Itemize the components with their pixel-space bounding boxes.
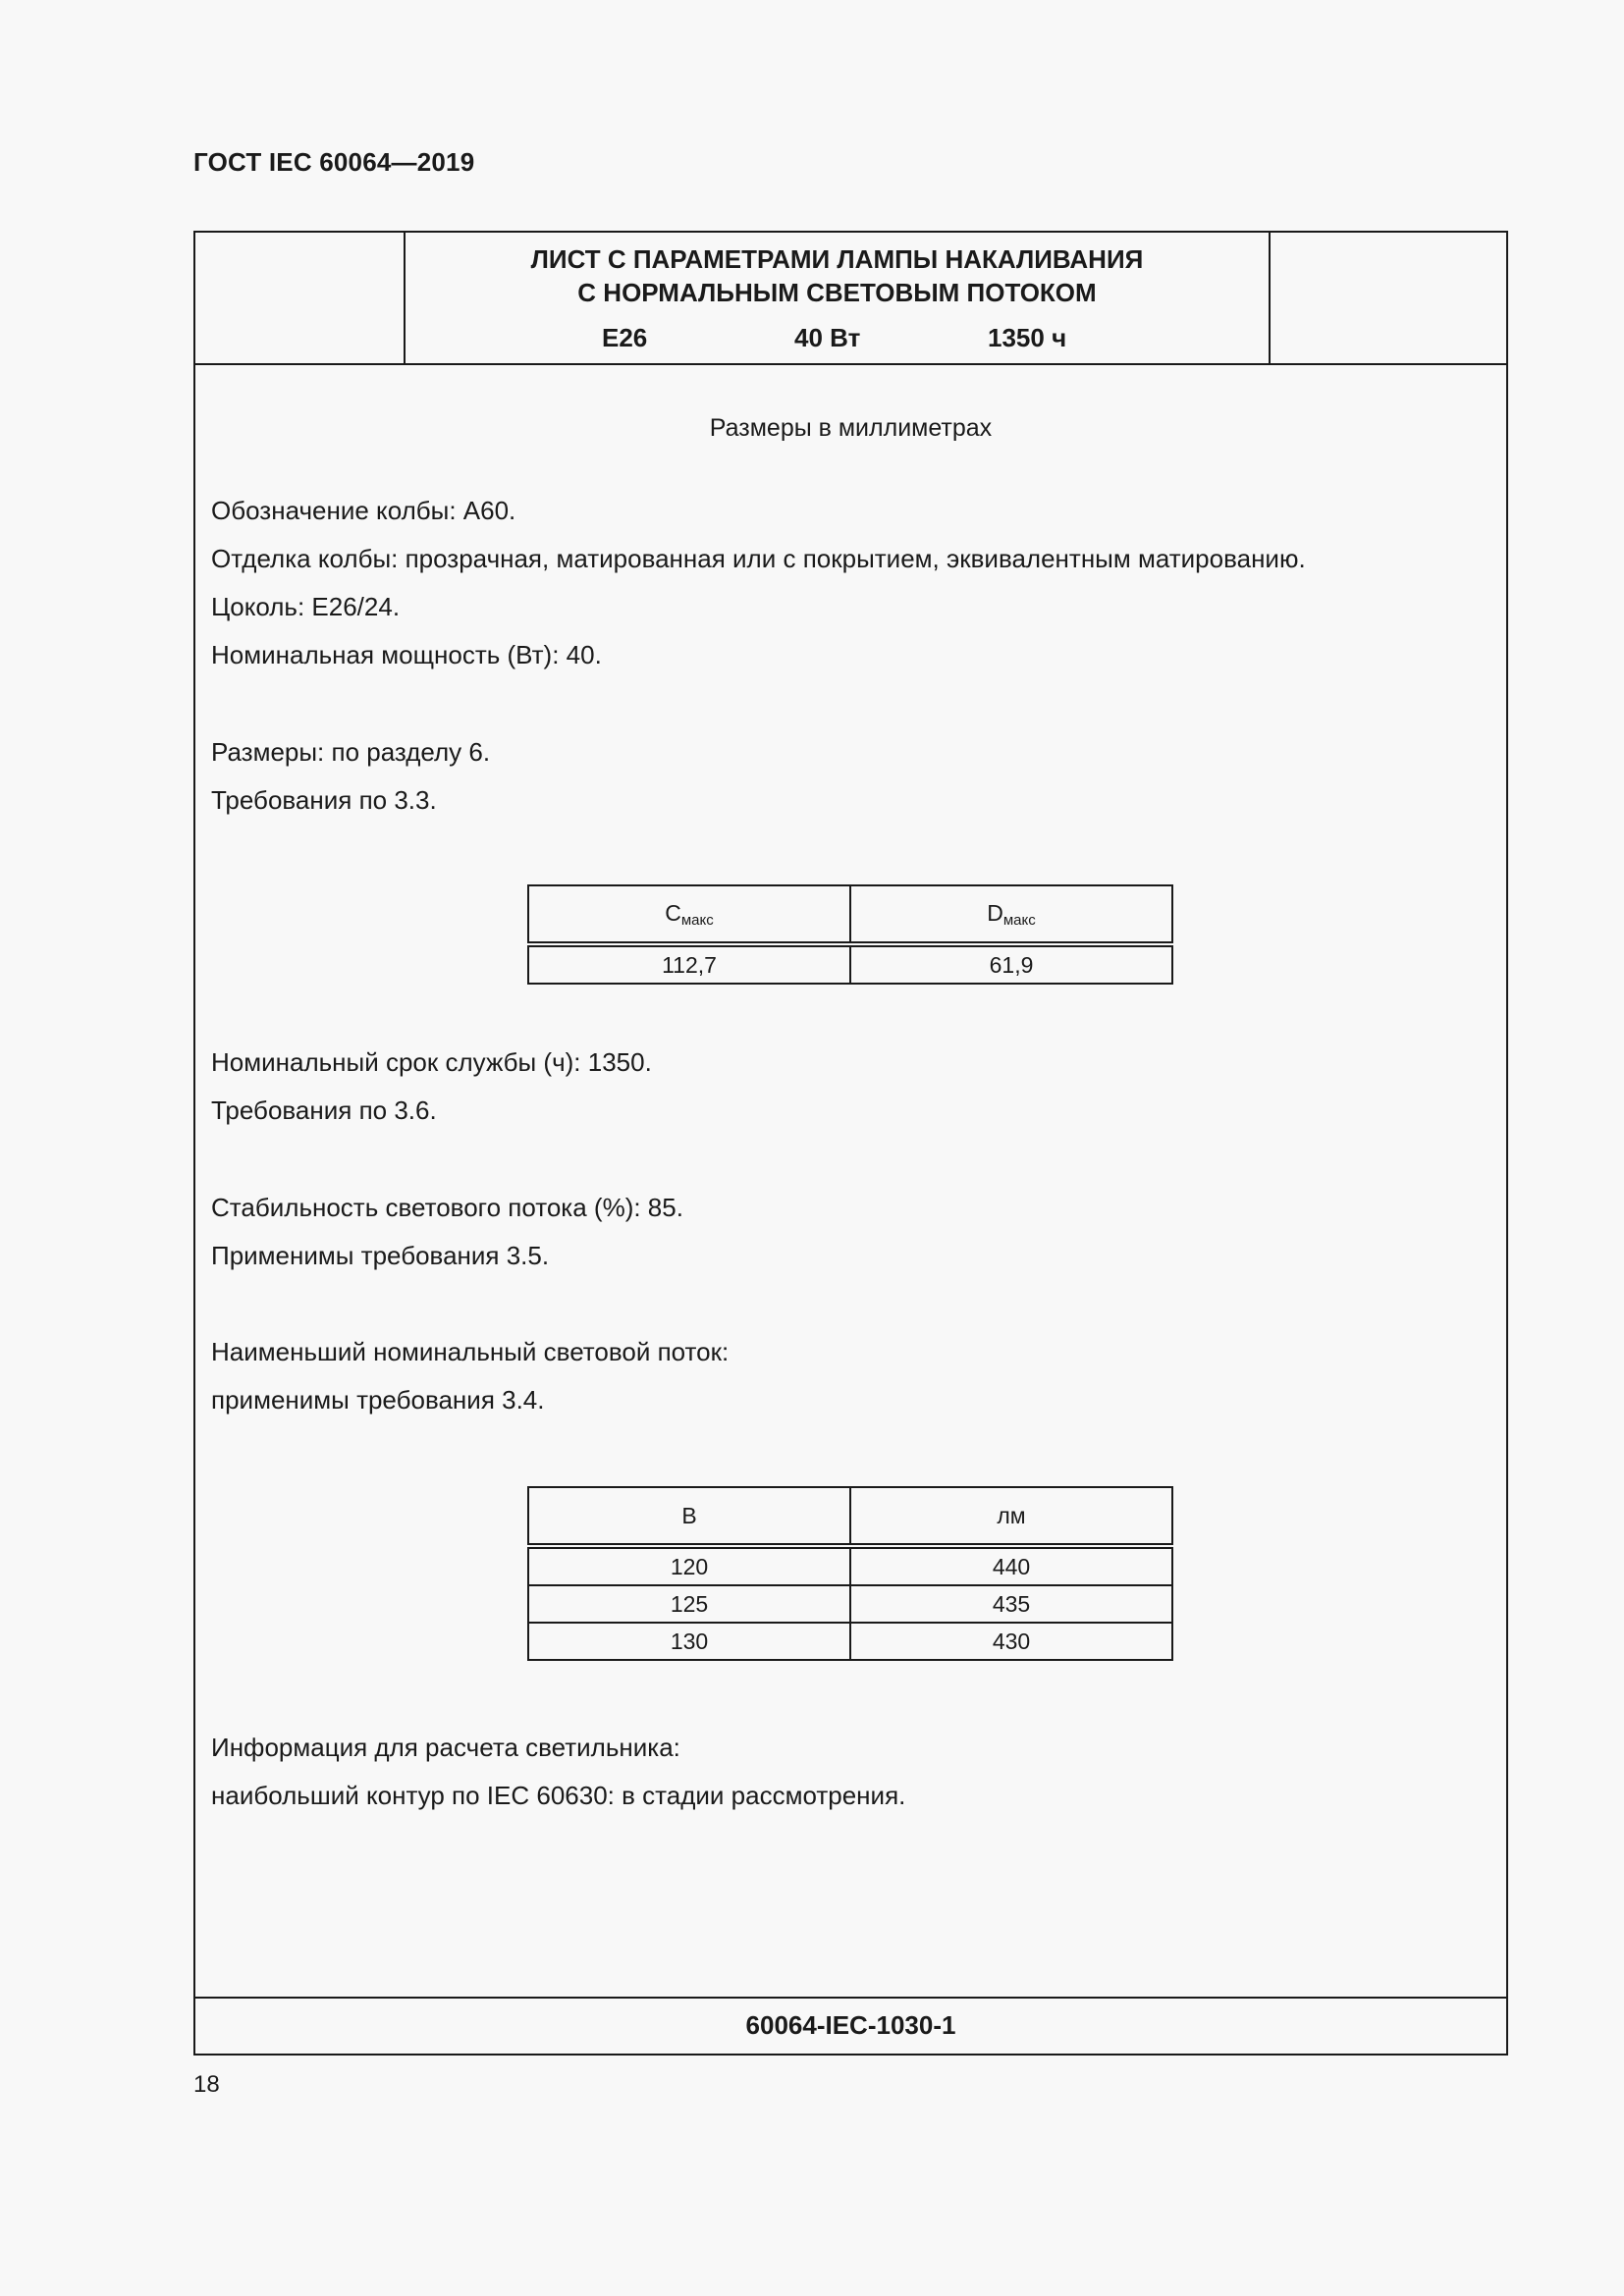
- lumen-cell: 440: [850, 1546, 1172, 1585]
- luminaire-info: Информация для расчета светильника:: [211, 1733, 680, 1762]
- voltage-header: В: [528, 1487, 850, 1546]
- c-max-letter: C: [665, 899, 681, 926]
- d-max-letter: D: [987, 899, 1003, 926]
- d-max-header: [850, 885, 1172, 944]
- header-left-cell: [195, 233, 406, 363]
- bulb-designation: Обозначение колбы: А60.: [211, 496, 516, 525]
- data-sheet-frame: [193, 231, 1508, 2056]
- sheet-id-footer: 60064-IEC-1030-1: [195, 1997, 1506, 2054]
- header-power: 40 Вт: [794, 323, 861, 352]
- document-code: ГОСТ IEC 60064—2019: [193, 147, 475, 177]
- table-row: [528, 1623, 1172, 1660]
- lumen-maintenance: Стабильность светового потока (%): 85.: [211, 1193, 683, 1222]
- cap-type: Цоколь: E26/24.: [211, 592, 401, 621]
- table-row: [528, 1546, 1172, 1585]
- voltage-cell: 120: [528, 1546, 850, 1585]
- bulb-finish: Отделка колбы: прозрачная, матированная или с покрытием, эквивалентным матированию.: [211, 544, 1306, 573]
- dimensions-table: [527, 884, 1173, 985]
- header-life: 1350 ч: [988, 323, 1067, 352]
- table-row: [528, 1585, 1172, 1623]
- life-requirement: Требования по 3.6.: [211, 1095, 437, 1125]
- header-cap: E26: [602, 323, 648, 352]
- dimensions-requirement: Требования по 3.3.: [211, 785, 437, 815]
- rated-power: Номинальная мощность (Вт): 40.: [211, 640, 602, 669]
- page-number: 18: [193, 2071, 220, 2098]
- sheet-header: [195, 233, 1506, 365]
- sheet-title: [406, 242, 1269, 309]
- max-contour: наибольший контур по IEC 60630: в стадии рассмотрения.: [211, 1781, 906, 1810]
- voltage-cell: 125: [528, 1585, 850, 1623]
- lumen-header: лм: [850, 1487, 1172, 1546]
- table-header-row: [528, 885, 1172, 944]
- min-luminous-flux: Наименьший номинальный световой поток:: [211, 1337, 730, 1366]
- c-max-subscript: макс: [680, 911, 714, 929]
- lumen-cell: 435: [850, 1585, 1172, 1623]
- table-header-row: [528, 1487, 1172, 1546]
- voltage-cell: 130: [528, 1623, 850, 1660]
- units-note: Размеры в миллиметрах: [709, 414, 993, 442]
- rated-life: Номинальный срок службы (ч): 1350.: [211, 1047, 652, 1077]
- d-max-value: 61,9: [850, 944, 1172, 984]
- table-row: [528, 944, 1172, 984]
- sheet-title-line2: С НОРМАЛЬНЫМ СВЕТОВЫМ ПОТОКОМ: [577, 278, 1097, 307]
- d-max-subscript: макс: [1002, 911, 1036, 929]
- flux-table: [527, 1486, 1173, 1661]
- header-right-cell: [1269, 233, 1506, 363]
- lumen-cell: 430: [850, 1623, 1172, 1660]
- sheet-title-line1: ЛИСТ С ПАРАМЕТРАМИ ЛАМПЫ НАКАЛИВАНИЯ: [530, 244, 1144, 274]
- c-max-header: [528, 885, 850, 944]
- c-max-value: 112,7: [528, 944, 850, 984]
- dimensions: Размеры: по разделу 6.: [211, 737, 491, 767]
- maintenance-requirement: Применимы требования 3.5.: [211, 1241, 550, 1270]
- min-flux-requirement: применимы требования 3.4.: [211, 1385, 545, 1415]
